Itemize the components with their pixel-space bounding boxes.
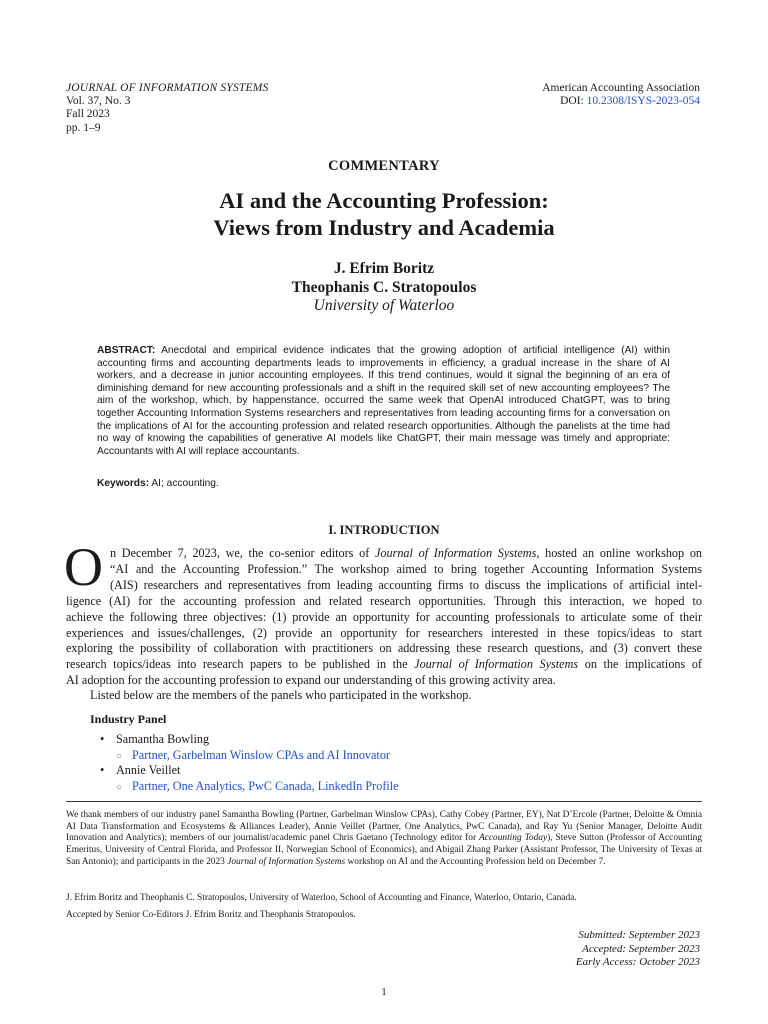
intro-line-3: (AIS) researchers and representatives from leading accounting firms to discuss the implications of artificial intel- bbox=[110, 577, 702, 592]
list-item bbox=[100, 763, 399, 779]
doi-line bbox=[542, 95, 700, 108]
author-list bbox=[0, 259, 768, 297]
publisher-name: American Accounting Association bbox=[542, 82, 700, 94]
acknowledgment-footnote: We thank members of our industry panel Samantha Bowling (Partner, Garbelman Winslow CPAs), Cathy Cobey (Partner, EY), Nat D’Ercole (Partner, Deloitte & Omnia AI Data Transformation and Ecosystems & Alliances Leader), Annie Veillet (Partner, One Analytics, PwC Canada), and Ray Yu (Senior Manager, Deloitte Audit Innovation and Analytics); members of our journalist/academic panel Chris Gaetano (Technology editor for Accounting Today), Steve Sutton (Professor of Accounting Emeritus, University of Central Florida, and Professor II, Norwegian School of Economics), and Abigail Zhang Parker (Assistant Professor, The University of Texas at San Antonio); and participants in the 2023 Journal of Information Systems workshop on AI and the Accounting Profession held on December 7. bbox=[66, 810, 702, 867]
keywords-label: Keywords: bbox=[97, 478, 150, 489]
circle-bullet-icon: ○ bbox=[116, 750, 123, 762]
list-item bbox=[100, 732, 399, 748]
title-line-1: AI and the Accounting Profession: bbox=[219, 188, 549, 213]
author-2: Theophanis C. Stratopoulos bbox=[291, 279, 477, 296]
list-item[interactable] bbox=[100, 779, 399, 795]
industry-panel-list bbox=[100, 732, 399, 794]
intro-line-8: research topics/ideas into research papers to be published in the Journal of Information Systems on the implications of bbox=[66, 657, 702, 672]
submission-dates bbox=[576, 929, 700, 970]
drop-cap: O bbox=[64, 537, 103, 597]
footnote-divider bbox=[66, 801, 702, 802]
abstract-label: ABSTRACT: bbox=[97, 345, 156, 356]
intro-heading: I. INTRODUCTION bbox=[328, 523, 440, 537]
submitted-date: Submitted: September 2023 bbox=[578, 929, 700, 941]
doi-label: DOI: bbox=[560, 95, 587, 108]
panelist-name: Annie Veillet bbox=[116, 763, 181, 778]
industry-panel-heading: Industry Panel bbox=[90, 712, 167, 726]
journal-season: Fall 2023 bbox=[66, 108, 110, 121]
intro-line-1: n December 7, 2023, we, the co-senior editors of Journal of Information Systems, hosted an online workshop on bbox=[110, 546, 703, 560]
page-number: 1 bbox=[381, 986, 387, 998]
journal-volume: Vol. 37, No. 3 bbox=[66, 95, 131, 108]
accepted-by-footnote: Accepted by Senior Co-Editors J. Efrim Boritz and Theophanis Stratopoulos. bbox=[66, 910, 356, 920]
intro-paragraph bbox=[66, 546, 702, 689]
intro-line-4: ligence (AI) for the accounting profession and related research opportunities. Through this interaction, we hoped to bbox=[66, 593, 702, 608]
accepted-date: Accepted: September 2023 bbox=[582, 942, 700, 955]
journal-header bbox=[66, 82, 268, 135]
panelist-role-link[interactable]: Partner, Garbelman Winslow CPAs and AI Innovator bbox=[132, 747, 390, 762]
abstract-text: Anecdotal and empirical evidence indicates that the growing adoption of artificial intelligence (AI) within accounting firms and accounting departments leads to improvements in efficiency, a gradual increase in the share of AI workers, and a decrease in junior accounting employees. If this trend continues, would it signal the beginning of an era of diminishing demand for new accounting professionals and a shift in the required skill set of new accounting employees? The aim of the workshop, which, by happenstance, occurred the same week that OpenAI introduced ChatGPT, was to bring together Accounting Information Systems researchers and representatives from leading accounting firms for a conversation on the implications of AI for the accounting profession and related research opportunities. Although the panelists at the time had no way of knowing the capabilities of generative AI models like ChatGPT, their main message was timely and appropriate: Accountants with AI will replace accountants. bbox=[97, 345, 670, 457]
journal-ref: Journal of Information Systems bbox=[374, 546, 537, 560]
paper-title bbox=[0, 187, 768, 241]
doi-link[interactable]: 10.2308/ISYS-2023-054 bbox=[586, 95, 700, 108]
intro-line-7: exploring the possibility of collaboration with practitioners on addressing these research questions, and (3) convert these bbox=[66, 641, 702, 656]
intro-line-9: AI adoption for the accounting profession to expand our understanding of this growing activity area. bbox=[66, 673, 556, 688]
panelist-name: Samantha Bowling bbox=[116, 732, 210, 746]
circle-bullet-icon: ○ bbox=[116, 781, 123, 793]
keywords-text: AI; accounting. bbox=[149, 478, 219, 489]
keywords bbox=[97, 478, 219, 489]
affiliation-footnote: J. Efrim Boritz and Theophanis C. Stratopoulos, University of Waterloo, School of Accounting and Finance, Waterloo, Ontario, Canada. bbox=[66, 893, 577, 903]
panelist-role-link[interactable]: Partner, One Analytics, PwC Canada, LinkedIn Profile bbox=[132, 778, 399, 793]
abstract bbox=[97, 345, 670, 458]
bullet-icon: • bbox=[100, 763, 105, 778]
intro-line-5: achieve the following three objectives: (1) provide an opportunity for accounting professionals to articulate some of their bbox=[66, 609, 702, 624]
listed-below: Listed below are the members of the panels who participated in the workshop. bbox=[90, 688, 472, 702]
early-access-date: Early Access: October 2023 bbox=[575, 956, 700, 968]
journal-name: JOURNAL OF INFORMATION SYSTEMS bbox=[66, 82, 269, 94]
affiliation: University of Waterloo bbox=[313, 297, 455, 314]
intro-line-6: experiences and issues/challenges, (2) provide an opportunity for researchers interested in these topics/ideas to start bbox=[66, 625, 702, 640]
list-item[interactable] bbox=[100, 748, 399, 764]
journal-ref: Journal of Information Systems bbox=[414, 657, 579, 672]
publisher-header bbox=[542, 82, 700, 108]
intro-line-2: “AI and the Accounting Profession.” The workshop aimed to bring together Accounting Information Systems bbox=[110, 561, 702, 576]
author-1: J. Efrim Boritz bbox=[333, 260, 435, 277]
bullet-icon: • bbox=[100, 732, 105, 746]
section-label: COMMENTARY bbox=[328, 158, 440, 174]
journal-pages: pp. 1–9 bbox=[66, 121, 101, 134]
title-line-2: Views from Industry and Academia bbox=[213, 215, 555, 240]
